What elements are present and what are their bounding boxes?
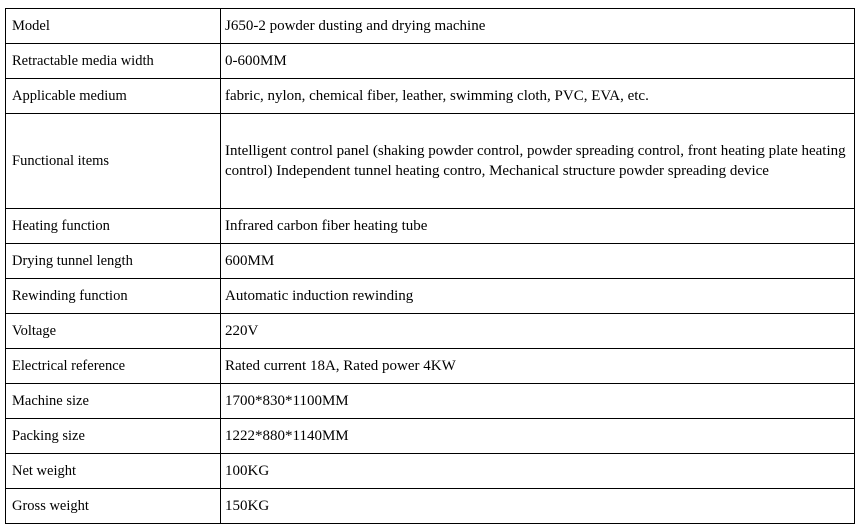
row-label: Electrical reference: [6, 349, 221, 384]
row-value: 1700*830*1100MM: [221, 384, 855, 419]
row-value: 0-600MM: [221, 44, 855, 79]
table-row: [6, 384, 855, 419]
table-row: [6, 419, 855, 454]
row-label: Net weight: [6, 454, 221, 489]
row-value: 150KG: [221, 489, 855, 524]
row-label: Packing size: [6, 419, 221, 454]
table-row: [6, 44, 855, 79]
row-label: Heating function: [6, 209, 221, 244]
row-label: Retractable media width: [6, 44, 221, 79]
row-label: Rewinding function: [6, 279, 221, 314]
row-value: 100KG: [221, 454, 855, 489]
row-value: 1222*880*1140MM: [221, 419, 855, 454]
table-row: [6, 489, 855, 524]
table-row: [6, 114, 855, 209]
table-row: [6, 349, 855, 384]
table-row: [6, 79, 855, 114]
row-value: 600MM: [221, 244, 855, 279]
table-row: [6, 9, 855, 44]
row-value: fabric, nylon, chemical fiber, leather, swimming cloth, PVC, EVA, etc.: [221, 79, 855, 114]
row-label: Applicable medium: [6, 79, 221, 114]
spec-table: [5, 8, 855, 524]
row-value: Automatic induction rewinding: [221, 279, 855, 314]
row-label: Gross weight: [6, 489, 221, 524]
table-row: [6, 279, 855, 314]
row-label: Machine size: [6, 384, 221, 419]
row-value: Intelligent control panel (shaking powder control, powder spreading control, front heating plate heating control) Independent tunnel heating contro, Mechanical structure powder spreading device: [221, 114, 855, 209]
table-row: [6, 244, 855, 279]
table-row: [6, 209, 855, 244]
table-row: [6, 314, 855, 349]
row-label: Drying tunnel length: [6, 244, 221, 279]
row-value: J650-2 powder dusting and drying machine: [221, 9, 855, 44]
row-label: Functional items: [6, 114, 221, 209]
row-label: Voltage: [6, 314, 221, 349]
table-row: [6, 454, 855, 489]
row-label: Model: [6, 9, 221, 44]
row-value: Infrared carbon fiber heating tube: [221, 209, 855, 244]
row-value: 220V: [221, 314, 855, 349]
row-value: Rated current 18A, Rated power 4KW: [221, 349, 855, 384]
